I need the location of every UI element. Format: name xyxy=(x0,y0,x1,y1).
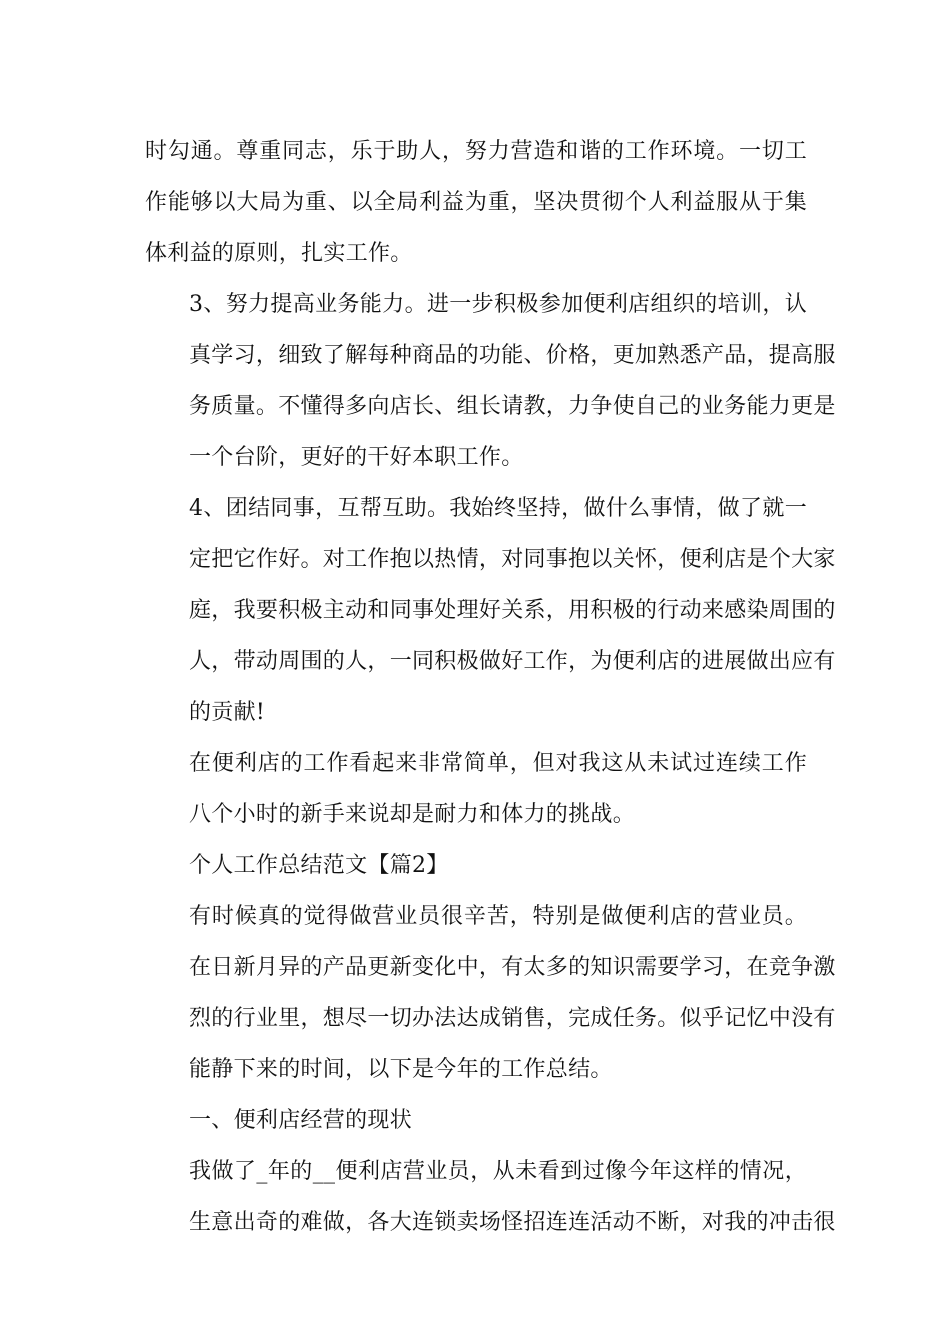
subsection-heading xyxy=(145,1095,807,1146)
text-line: 能静下来的时间，以下是今年的工作总结。 xyxy=(189,1057,613,1082)
paragraph-1 xyxy=(145,126,807,279)
paragraph-5 xyxy=(145,891,836,1095)
text-line: 务质量。不懂得多向店长、组长请教，力争使自己的业务能力更是 xyxy=(189,394,836,419)
text-line: 时勾通。尊重同志，乐于助人，努力营造和谐的工作环境。一切工 xyxy=(145,139,807,164)
document-page xyxy=(145,126,836,1248)
text-line: 真学习，细致了解每种商品的功能、价格，更加熟悉产品，提高服 xyxy=(189,343,836,368)
text-line: 4、团结同事，互帮互助。我始终坚持，做什么事情，做了就一 xyxy=(189,496,807,521)
text-line: 在便利店的工作看起来非常简单，但对我这从未试过连续工作 xyxy=(189,751,807,776)
section-heading xyxy=(145,840,807,891)
text-line: 个人工作总结范文【篇2】 xyxy=(189,853,449,878)
text-line: 在日新月异的产品更新变化中，有太多的知识需要学习，在竞争激 xyxy=(189,955,836,980)
paragraph-2 xyxy=(145,279,836,483)
text-line: 一个台阶，更好的干好本职工作。 xyxy=(189,445,524,470)
text-line: 3、努力提高业务能力。进一步积极参加便利店组织的培训，认 xyxy=(189,292,807,317)
text-line: 生意出奇的难做，各大连锁卖场怪招连连活动不断，对我的冲击很 xyxy=(189,1210,836,1235)
text-line: 体利益的原则，扎实工作。 xyxy=(145,241,413,266)
text-line: 定把它作好。对工作抱以热情，对同事抱以关怀，便利店是个大家 xyxy=(189,547,836,572)
text-line: 一、便利店经营的现状 xyxy=(189,1108,413,1133)
text-line: 我做了_年的__便利店营业员，从未看到过像今年这样的情况， xyxy=(189,1159,807,1184)
text-line: 烈的行业里，想尽一切办法达成销售，完成任务。似乎记忆中没有 xyxy=(189,1006,836,1031)
text-line: 八个小时的新手来说却是耐力和体力的挑战。 xyxy=(189,802,636,827)
text-line: 的贡献! xyxy=(189,700,266,725)
paragraph-4 xyxy=(145,738,807,840)
text-line: 庭，我要积极主动和同事处理好关系，用积极的行动来感染周围的 xyxy=(189,598,836,623)
paragraph-3 xyxy=(145,483,836,738)
paragraph-6 xyxy=(145,1146,836,1248)
text-line: 人，带动周围的人，一同积极做好工作，为便利店的进展做出应有 xyxy=(189,649,836,674)
text-line: 有时候真的觉得做营业员很辛苦，特别是做便利店的营业员。 xyxy=(189,904,807,929)
text-line: 作能够以大局为重、以全局利益为重，坚决贯彻个人利益服从于集 xyxy=(145,190,807,215)
